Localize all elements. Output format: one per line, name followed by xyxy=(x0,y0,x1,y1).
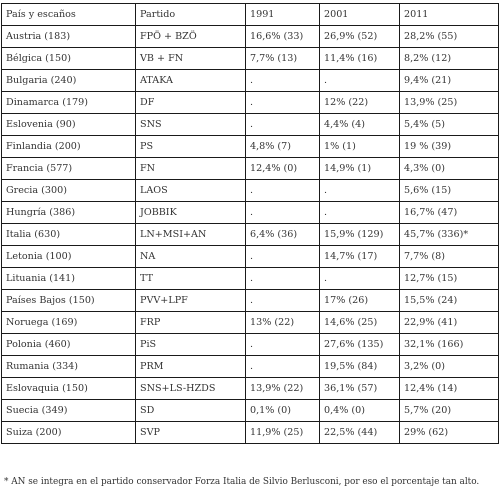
table-row xyxy=(2,202,499,224)
cell-2011: 7,7% (8) xyxy=(400,246,499,268)
cell-1991: 11,9% (25) xyxy=(246,422,320,444)
cell-2011: 45,7% (336)* xyxy=(400,224,499,246)
cell-2001: 15,9% (129) xyxy=(320,224,400,246)
cell-2011: 12,4% (14) xyxy=(400,378,499,400)
cell-2001: 0,4% (0) xyxy=(320,400,400,422)
cell-country: Hungría (386) xyxy=(2,202,136,224)
cell-2011: 5,7% (20) xyxy=(400,400,499,422)
cell-country: Polonia (460) xyxy=(2,334,136,356)
cell-country: Países Bajos (150) xyxy=(2,290,136,312)
cell-2001: 14,9% (1) xyxy=(320,158,400,180)
cell-party: NA xyxy=(136,246,246,268)
table-row xyxy=(2,26,499,48)
table-row xyxy=(2,246,499,268)
cell-1991: 16,6% (33) xyxy=(246,26,320,48)
cell-2011: 28,2% (55) xyxy=(400,26,499,48)
cell-2011: 12,7% (15) xyxy=(400,268,499,290)
cell-1991: 6,4% (36) xyxy=(246,224,320,246)
table-header-row xyxy=(2,4,499,26)
cell-country: Noruega (169) xyxy=(2,312,136,334)
cell-country: Letonia (100) xyxy=(2,246,136,268)
cell-party: PS xyxy=(136,136,246,158)
cell-country: Austria (183) xyxy=(2,26,136,48)
cell-1991: 13% (22) xyxy=(246,312,320,334)
header-1991: 1991 xyxy=(246,4,320,26)
cell-2001: 36,1% (57) xyxy=(320,378,400,400)
cell-country: Lituania (141) xyxy=(2,268,136,290)
cell-1991: . xyxy=(246,356,320,378)
cell-1991: . xyxy=(246,70,320,92)
cell-party: TT xyxy=(136,268,246,290)
table-row xyxy=(2,180,499,202)
table-row xyxy=(2,114,499,136)
table-row xyxy=(2,268,499,290)
header-party: Partido xyxy=(136,4,246,26)
cell-2011: 9,4% (21) xyxy=(400,70,499,92)
cell-party: VB + FN xyxy=(136,48,246,70)
cell-2001: 4,4% (4) xyxy=(320,114,400,136)
cell-country: Finlandia (200) xyxy=(2,136,136,158)
cell-party: PVV+LPF xyxy=(136,290,246,312)
cell-1991: 13,9% (22) xyxy=(246,378,320,400)
cell-2001: 22,5% (44) xyxy=(320,422,400,444)
cell-party: SVP xyxy=(136,422,246,444)
cell-2001: . xyxy=(320,70,400,92)
cell-party: SD xyxy=(136,400,246,422)
cell-country: Italia (630) xyxy=(2,224,136,246)
cell-country: Eslovaquia (150) xyxy=(2,378,136,400)
cell-party: FN xyxy=(136,158,246,180)
cell-party: ATAKA xyxy=(136,70,246,92)
cell-1991: 4,8% (7) xyxy=(246,136,320,158)
table-row xyxy=(2,312,499,334)
table-row xyxy=(2,422,499,444)
cell-2011: 29% (62) xyxy=(400,422,499,444)
cell-party: LAOS xyxy=(136,180,246,202)
cell-2011: 16,7% (47) xyxy=(400,202,499,224)
cell-2011: 32,1% (166) xyxy=(400,334,499,356)
table-row xyxy=(2,158,499,180)
cell-party: SNS+LS-HZDS xyxy=(136,378,246,400)
cell-2011: 8,2% (12) xyxy=(400,48,499,70)
cell-2001: . xyxy=(320,180,400,202)
cell-2011: 15,5% (24) xyxy=(400,290,499,312)
cell-2011: 13,9% (25) xyxy=(400,92,499,114)
cell-1991: . xyxy=(246,268,320,290)
cell-2011: 22,9% (41) xyxy=(400,312,499,334)
cell-1991: . xyxy=(246,180,320,202)
cell-2011: 5,6% (15) xyxy=(400,180,499,202)
cell-party: DF xyxy=(136,92,246,114)
cell-2001: 11,4% (16) xyxy=(320,48,400,70)
table-row xyxy=(2,400,499,422)
cell-country: Francia (577) xyxy=(2,158,136,180)
cell-2001: 14,7% (17) xyxy=(320,246,400,268)
table-row xyxy=(2,224,499,246)
cell-country: Grecia (300) xyxy=(2,180,136,202)
cell-2011: 5,4% (5) xyxy=(400,114,499,136)
cell-2001: 1% (1) xyxy=(320,136,400,158)
cell-1991: . xyxy=(246,92,320,114)
cell-party: LN+MSI+AN xyxy=(136,224,246,246)
cell-party: FRP xyxy=(136,312,246,334)
cell-country: Suiza (200) xyxy=(2,422,136,444)
cell-1991: . xyxy=(246,334,320,356)
table-row xyxy=(2,378,499,400)
cell-2011: 3,2% (0) xyxy=(400,356,499,378)
header-country: País y escaños xyxy=(2,4,136,26)
cell-1991: . xyxy=(246,290,320,312)
cell-party: PRM xyxy=(136,356,246,378)
cell-party: PiS xyxy=(136,334,246,356)
cell-2001: . xyxy=(320,268,400,290)
footnote: * AN se integra en el partido conservador Forza Italia de Silvio Berlusconi, por eso el porcentaje tan alto. xyxy=(4,477,480,487)
cell-2001: 12% (22) xyxy=(320,92,400,114)
cell-1991: . xyxy=(246,246,320,268)
cell-party: JOBBIK xyxy=(136,202,246,224)
cell-1991: 7,7% (13) xyxy=(246,48,320,70)
cell-country: Bélgica (150) xyxy=(2,48,136,70)
cell-party: FPÖ + BZÖ xyxy=(136,26,246,48)
header-2011: 2011 xyxy=(400,4,499,26)
cell-country: Dinamarca (179) xyxy=(2,92,136,114)
cell-2001: . xyxy=(320,202,400,224)
cell-2001: 26,9% (52) xyxy=(320,26,400,48)
table-row xyxy=(2,290,499,312)
cell-2001: 14,6% (25) xyxy=(320,312,400,334)
cell-2011: 19 % (39) xyxy=(400,136,499,158)
cell-2001: 19,5% (84) xyxy=(320,356,400,378)
cell-2001: 27,6% (135) xyxy=(320,334,400,356)
table-row xyxy=(2,356,499,378)
results-table xyxy=(1,3,499,444)
cell-country: Rumania (334) xyxy=(2,356,136,378)
table-row xyxy=(2,136,499,158)
table-row xyxy=(2,48,499,70)
table-body xyxy=(2,26,499,444)
header-2001: 2001 xyxy=(320,4,400,26)
cell-country: Bulgaria (240) xyxy=(2,70,136,92)
cell-2011: 4,3% (0) xyxy=(400,158,499,180)
table-row xyxy=(2,70,499,92)
table-row xyxy=(2,92,499,114)
cell-1991: 0,1% (0) xyxy=(246,400,320,422)
cell-country: Suecia (349) xyxy=(2,400,136,422)
cell-2001: 17% (26) xyxy=(320,290,400,312)
cell-party: SNS xyxy=(136,114,246,136)
cell-1991: . xyxy=(246,202,320,224)
cell-country: Eslovenia (90) xyxy=(2,114,136,136)
cell-1991: . xyxy=(246,114,320,136)
table-row xyxy=(2,334,499,356)
cell-1991: 12,4% (0) xyxy=(246,158,320,180)
